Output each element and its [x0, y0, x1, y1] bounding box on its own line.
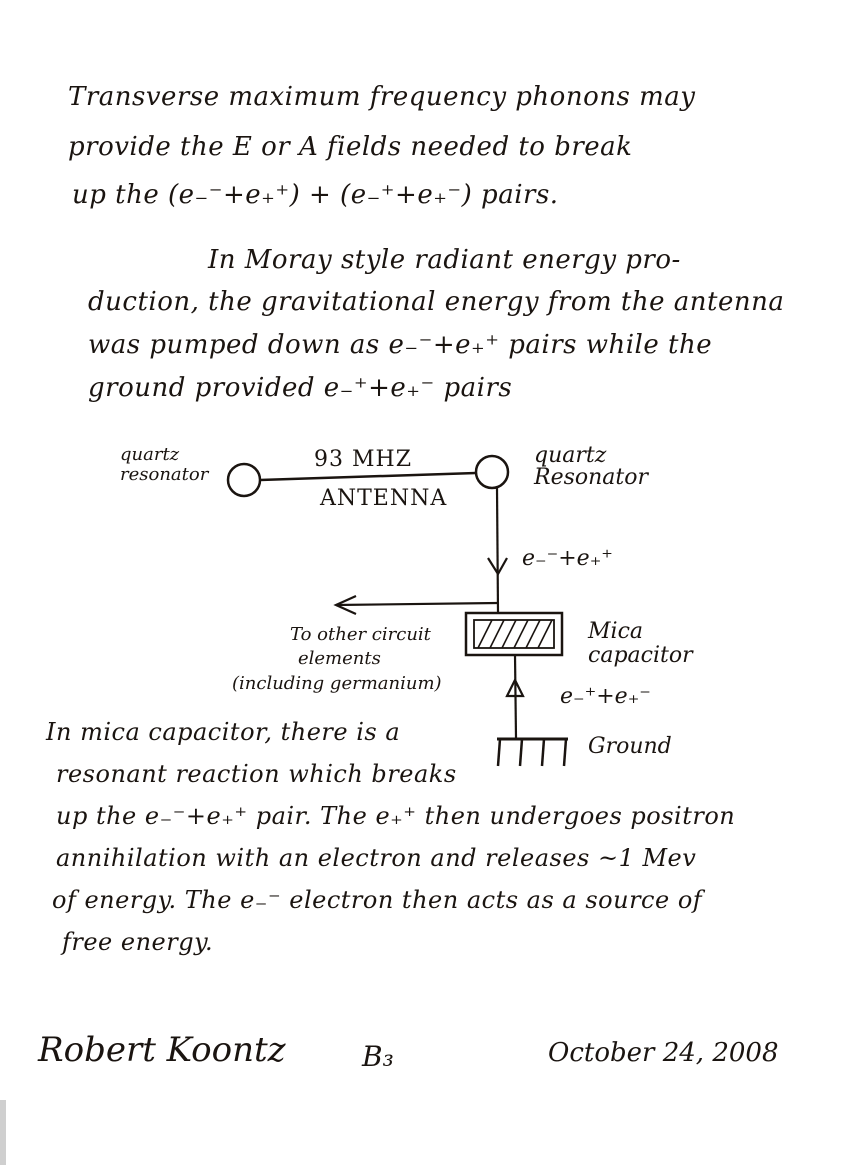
paragraph-3-line-4: annihilation with an electron and releases ~1 Mev [56, 844, 697, 872]
paragraph-2-line-3: was pumped down as e₋⁻+e₊⁺ pairs while the [88, 330, 713, 360]
up-arrow [507, 680, 523, 696]
paragraph-3-line-2: resonant reaction which breaks [56, 760, 457, 788]
down-pair-label: e₋⁻+e₊⁺ [522, 546, 613, 571]
branch-arrow-head [336, 596, 356, 614]
capacitor-inner [474, 620, 554, 648]
antenna-label: ANTENNA [320, 486, 448, 511]
paragraph-1-line-1: Transverse maximum frequency phonons may [68, 82, 696, 112]
page-edge [0, 1100, 6, 1165]
capacitor-outer [466, 613, 562, 655]
paragraph-3-line-6: free energy. [62, 928, 214, 956]
antenna-line [260, 473, 476, 480]
page-code: B₃ [362, 1040, 394, 1073]
other-elements-label-line-1: To other circuit [290, 624, 431, 645]
paragraph-3-line-5: of energy. The e₋⁻ electron then acts as a source of [52, 886, 703, 914]
other-elements-label-line-3: (including germanium) [232, 673, 442, 694]
ground-wire [515, 655, 516, 738]
frequency-label: 93 MHZ [314, 447, 412, 472]
paragraph-1-line-3: up the (e₋⁻+e₊⁺) + (e₋⁺+e₊⁻) pairs. [72, 180, 559, 210]
capacitor-label: Mica capacitor [588, 619, 693, 668]
paragraph-2-line-1: In Moray style radiant energy pro- [208, 245, 681, 275]
paragraph-1-line-2: provide the E or A fields needed to break [68, 132, 633, 162]
ground-legs [498, 739, 566, 766]
signature: Robert Koontz [38, 1030, 286, 1070]
ground-label: Ground [588, 734, 672, 759]
down-wire [497, 488, 498, 612]
paragraph-3-line-1: In mica capacitor, there is a [46, 718, 401, 746]
paragraph-2-line-4: ground provided e₋⁺+e₊⁻ pairs [88, 373, 513, 403]
capacitor-hatching [478, 620, 552, 648]
up-pair-label: e₋⁺+e₊⁻ [560, 684, 651, 709]
other-elements-label-line-2: elements [298, 648, 381, 669]
paragraph-2-line-2: duction, the gravitational energy from the antenna [88, 287, 785, 317]
right-resonator-circle [476, 456, 508, 488]
down-arrow [488, 558, 507, 574]
right-resonator-label: quartz Resonator [534, 443, 649, 490]
branch-line [336, 603, 498, 605]
date: October 24, 2008 [548, 1038, 779, 1068]
left-resonator-circle [228, 464, 260, 496]
paragraph-3-line-3: up the e₋⁻+e₊⁺ pair. The e₊⁺ then undergoes positron [56, 802, 736, 830]
left-resonator-label: quartz resonator [120, 444, 209, 485]
